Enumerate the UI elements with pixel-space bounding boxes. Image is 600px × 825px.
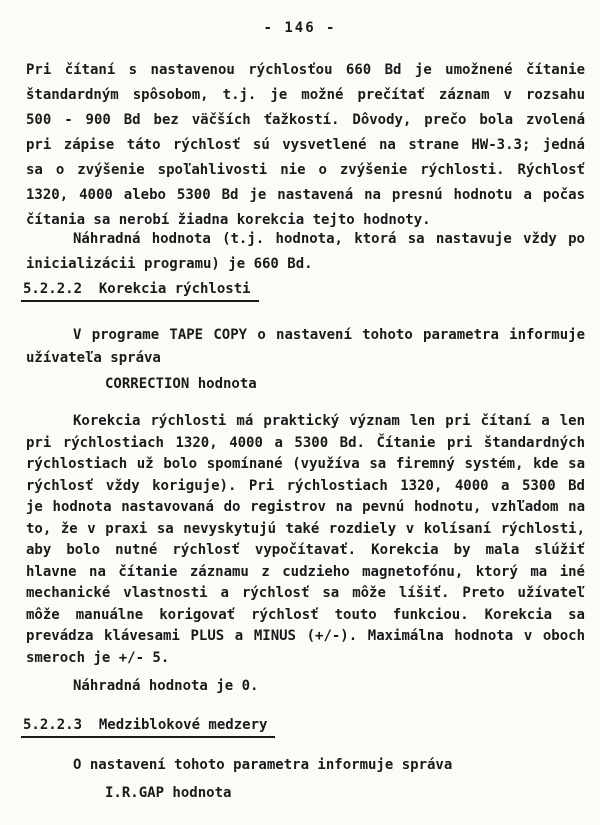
section-heading-5-2-2-2: 5.2.2.2 Korekcia rýchlosti [21,281,259,302]
paragraph-default-value-660 [26,227,585,277]
section-heading-5-2-2-3: 5.2.2.3 Medziblokové medzery [21,717,275,738]
paragraph-reading-speed [26,58,585,233]
text-line: Korekcia rýchlosti má praktický význam len pri čítaní a len [73,413,585,429]
text-line: Náhradná hodnota (t.j. hodnota, ktorá sa nastavuje vždy po [73,231,585,247]
text-line: pri zápise táto rýchlosť sú vysvetlené na strane HW-3.3; jedná [26,137,585,153]
paragraph-interblock-gap-intro: O nastavení tohoto parametra informuje správa [73,757,453,773]
paragraph-default-value-0: Náhradná hodnota je 0. [73,678,259,694]
text-line: smeroch je +/- 5. [26,649,170,666]
text-line: prevádza klávesami PLUS a MINUS (+/-). Maximálna hodnota v oboch [26,628,585,644]
text-line: je hodnota nastavovaná do registrov na pevnú hodnotu, vzhľadom na [26,499,585,515]
page-number: - 146 - [263,20,337,36]
text-line: aby bolo nutné rýchlosť vypočítavať. Korekcia by mala slúžiť [26,542,585,558]
text-line: inicializácii programu) je 660 Bd. [26,256,313,272]
text-line: to, že v praxi sa nevyskytujú také rozdiely v kolísaní rýchlosti, [26,520,585,537]
text-line: hlavne na čítanie záznamu z cudzieho magnetofónu, ktorý ma iné [26,563,585,580]
text-line: čítania sa nerobí žiadna korekcia tejto hodnoty. [26,212,431,228]
irgap-message-line: I.R.GAP hodnota [105,785,232,801]
paragraph-tape-copy-message [26,324,585,370]
paragraph-speed-correction-details [26,411,585,669]
correction-message-line: CORRECTION hodnota [105,376,257,392]
text-line: 500 - 900 Bd bez väčších ťažkostí. Dôvody, prečo bola zvolená [26,112,585,128]
text-line: užívateľa správa [26,350,161,366]
text-line: V programe TAPE COPY o nastavení tohoto parametra informuje [73,327,585,343]
text-line: mechanické vlastnosti a rýchlosť sa môže líšiť. Preto užívateľ [26,585,585,601]
text-line: rýchlosť vždy koriguje). Pri rýchlostiach 1320, 4000 a 5300 Bd [26,477,585,494]
text-line: rýchlostiach už bolo spomínané (využíva sa firemný systém, kde sa [26,456,585,472]
text-line: 1320, 4000 alebo 5300 Bd je nastavená na presnú hodnotu a počas [26,187,585,203]
text-line: štandardným spôsobom, t.j. je možné prečítať záznam v rozsahu [26,87,585,103]
text-line: pri rýchlostiach 1320, 4000 a 5300 Bd. Čítanie pri štandardných [26,434,585,451]
text-line: Pri čítaní s nastavenou rýchlosťou 660 Bd je umožnené čítanie [26,62,585,78]
text-line: sa o zvýšenie spoľahlivosti nie o zvýšenie rýchlosti. Rýchlosť [26,162,585,178]
text-line: môže manuálne korigovať rýchlosť touto funkciou. Korekcia sa [26,606,585,623]
